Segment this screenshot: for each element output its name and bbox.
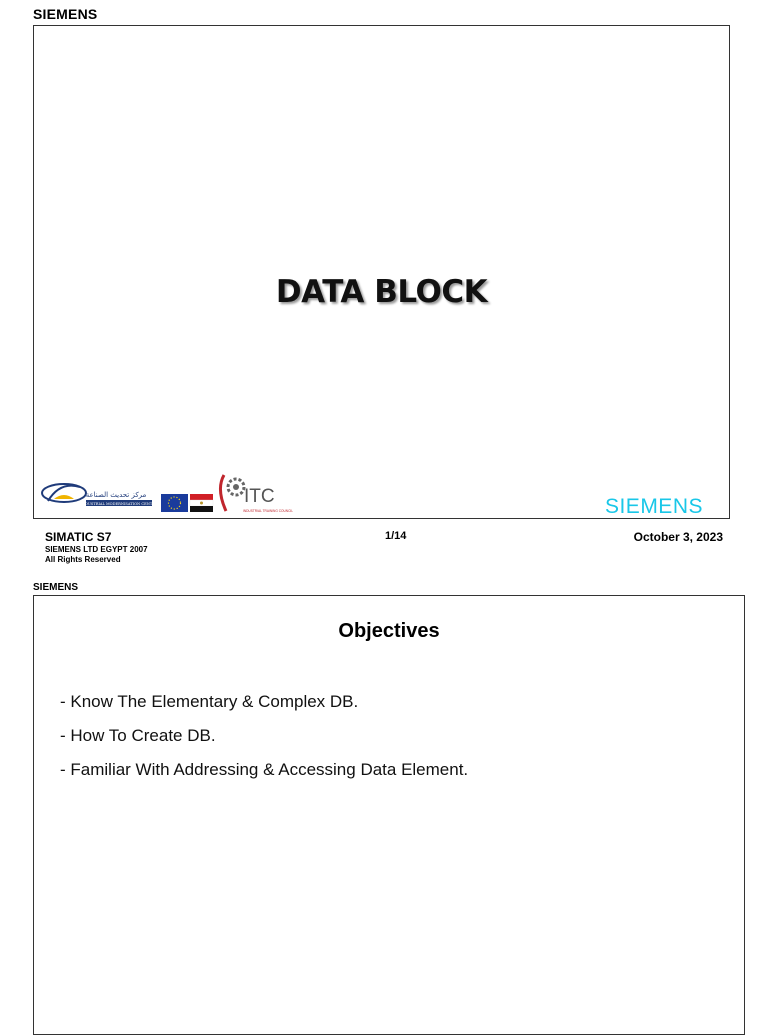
siemens-logo: SIEMENS [604,495,703,518]
objectives-title: Objectives [338,620,440,642]
footer-copyright-line1: SIEMENS LTD EGYPT 2007 [45,545,148,554]
slide-title: DATA BLOCK [275,274,488,310]
footer-copyright-line2: All Rights Reserved [45,555,121,564]
eu-flag-icon [161,494,188,512]
partner-logos-graphic [40,471,310,517]
slide2-brand-header: SIEMENS [33,582,79,593]
page-brand-header: SIEMENS [33,6,98,22]
partner-logos [40,471,310,517]
itc-logo-text: ITC [244,486,275,507]
footer-date: October 3, 2023 [633,530,723,544]
itc-subtitle-text: INDUSTRIAL TRAINING COUNCIL [242,509,294,513]
title-slide [33,25,730,519]
slide-footer [45,530,725,570]
itc-logo [220,475,293,513]
objectives-list [60,692,468,794]
footer-product: SIMATIC S7 [45,530,112,544]
list-item: - Know The Elementary & Complex DB. [60,692,359,711]
imc-logo [42,484,158,506]
egypt-flag-icon [190,494,213,512]
footer-page-number: 1/14 [385,530,407,542]
imc-english-text: INDUSTRIAL MODERNISATION CENTRE [80,502,158,506]
imc-arabic-text: مركز تحديث الصناعة [85,491,147,499]
list-item: - Familiar With Addressing & Accessing Data Element. [60,760,469,779]
objectives-slide [33,595,745,1035]
list-item: - How To Create DB. [60,726,216,745]
footer-copyright [45,545,148,565]
